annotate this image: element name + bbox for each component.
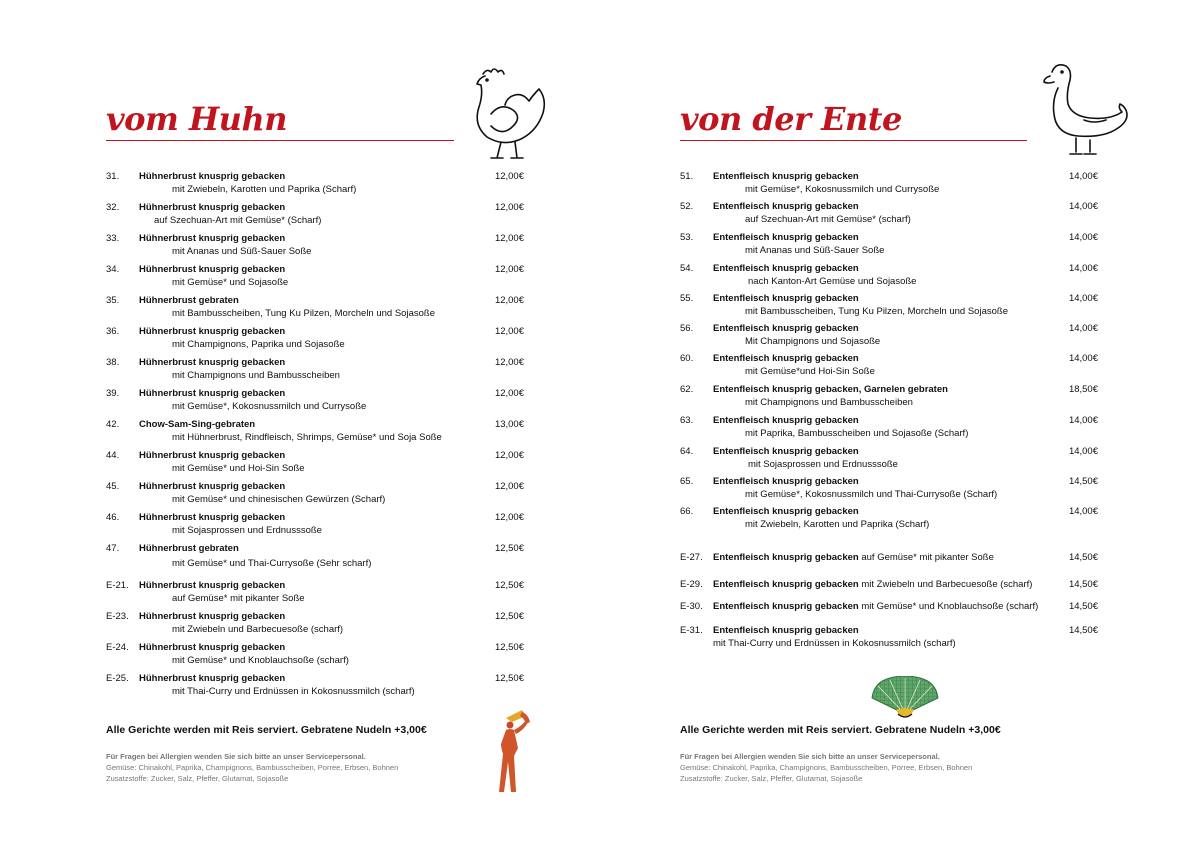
item-name: Entenfleisch knusprig gebacken [713, 476, 859, 487]
item-price: 13,00€ [494, 419, 524, 430]
item-price: 12,00€ [494, 295, 524, 306]
item-price: 14,50€ [1068, 476, 1098, 487]
item-description: mit Gemüse*, Kokosnussmilch und Thai-Currysoße (Scharf) [745, 489, 998, 500]
item-number: 33. [106, 233, 120, 244]
item-description: mit Gemüse* und chinesischen Gewürzen (Scharf) [172, 494, 386, 505]
item-name: Entenfleisch knusprig gebacken [713, 353, 859, 364]
item-number: 47. [106, 543, 120, 554]
item-name: Hühnerbrust knusprig gebacken [139, 611, 286, 622]
item-number: 38. [106, 357, 120, 368]
item-name: Entenfleisch knusprig gebacken [713, 232, 859, 243]
item-name: Hühnerbrust knusprig gebacken [139, 202, 286, 213]
item-price: 14,00€ [1068, 201, 1098, 212]
item-description: auf Szechuan-Art mit Gemüse* (Scharf) [154, 215, 322, 226]
item-name-extra: auf Gemüse* mit pikanter Soße [858, 552, 994, 563]
item-number: 53. [680, 232, 694, 243]
item-number: 42. [106, 419, 120, 430]
item-name-extra: mit Gemüse* und Knoblauchsoße (scharf) [858, 601, 1039, 612]
item-number: 66. [680, 506, 694, 517]
item-price: 12,00€ [494, 171, 524, 182]
footer-vegetables-note: Gemüse: Chinakohl, Paprika, Champignons, Bambusscheiben, Porree, Erbsen, Bohnen [106, 763, 399, 772]
item-name [713, 578, 1032, 591]
item-number: E-29. [680, 579, 703, 590]
item-name: Hühnerbrust knusprig gebacken [139, 673, 286, 684]
duck-line-drawing-icon [1040, 60, 1135, 160]
item-number: 45. [106, 481, 120, 492]
item-name-bold: Entenfleisch knusprig gebacken [713, 579, 859, 590]
item-name: Entenfleisch knusprig gebacken, Garnelen gebraten [713, 384, 948, 395]
chicken-line-drawing-icon [465, 62, 560, 162]
item-name-extra: mit Zwiebeln und Barbecuesoße (scharf) [858, 579, 1033, 590]
item-description: mit Hühnerbrust, Rindfleisch, Shrimps, Gemüse* und Soja Soße [172, 432, 442, 443]
item-price: 12,00€ [494, 326, 524, 337]
item-name: Entenfleisch knusprig gebacken [713, 446, 859, 457]
item-description: mit Gemüse*, Kokosnussmilch und Currysoße [745, 184, 940, 195]
item-name: Entenfleisch knusprig gebacken [713, 506, 859, 517]
item-price: 14,00€ [1068, 446, 1098, 457]
item-number: E-23. [106, 611, 129, 622]
item-number: E-27. [680, 552, 703, 563]
item-name: Entenfleisch knusprig gebacken [713, 201, 859, 212]
item-price: 12,50€ [494, 543, 524, 554]
item-number: 65. [680, 476, 694, 487]
item-price: 14,50€ [1068, 625, 1098, 636]
item-number: E-21. [106, 580, 129, 591]
item-price: 12,50€ [494, 580, 524, 591]
item-number: 64. [680, 446, 694, 457]
item-description: mit Ananas und Süß-Sauer Soße [745, 245, 885, 256]
section-title-duck: von der Ente [680, 100, 902, 138]
item-price: 14,50€ [1068, 552, 1098, 563]
item-price: 14,00€ [1068, 263, 1098, 274]
item-name: Chow-Sam-Sing-gebraten [139, 419, 256, 430]
item-price: 14,00€ [1068, 232, 1098, 243]
item-name: Hühnerbrust knusprig gebacken [139, 264, 286, 275]
item-description: mit Gemüse* und Knoblauchsoße (scharf) [172, 655, 349, 666]
item-name-bold: Entenfleisch knusprig gebacken [713, 552, 859, 563]
item-number: 55. [680, 293, 694, 304]
item-price: 14,50€ [1068, 601, 1098, 612]
item-name [713, 600, 1038, 613]
item-price: 14,00€ [1068, 415, 1098, 426]
menu-page-duck [600, 0, 1200, 849]
item-name: Hühnerbrust knusprig gebacken [139, 357, 286, 368]
item-price: 12,00€ [494, 264, 524, 275]
footer-additives-note: Zusatzstoffe: Zucker, Salz, Pfeffer, Glutamat, Sojasoße [106, 774, 289, 783]
item-description: auf Gemüse* mit pikanter Soße [172, 593, 305, 604]
section-title-chicken: vom Huhn [106, 100, 287, 138]
item-name [713, 551, 994, 564]
item-price: 14,00€ [1068, 293, 1098, 304]
item-price: 12,00€ [494, 202, 524, 213]
item-number: E-25. [106, 673, 129, 684]
item-description: nach Kanton-Art Gemüse und Sojasoße [748, 276, 917, 287]
item-name: Hühnerbrust knusprig gebacken [139, 642, 286, 653]
item-description: mit Gemüse* und Sojasoße [172, 277, 289, 288]
item-name: Entenfleisch knusprig gebacken [713, 415, 859, 426]
item-number: E-30. [680, 601, 703, 612]
footer-vegetables-note: Gemüse: Chinakohl, Paprika, Champignons, Bambusscheiben, Porree, Erbsen, Bohnen [680, 763, 973, 772]
item-name: Hühnerbrust knusprig gebacken [139, 580, 286, 591]
item-name: Entenfleisch knusprig gebacken [713, 625, 859, 636]
item-name: Hühnerbrust knusprig gebacken [139, 171, 286, 182]
item-number: 60. [680, 353, 694, 364]
item-description: mit Ananas und Süß-Sauer Soße [172, 246, 312, 257]
item-description: mit Zwiebeln und Barbecuesoße (scharf) [172, 624, 344, 635]
footer-allergy-note: Für Fragen bei Allergien wenden Sie sich bitte an unser Servicepersonal. [680, 752, 940, 761]
item-description: mit Champignons und Bambusscheiben [745, 397, 913, 408]
item-price: 12,00€ [494, 481, 524, 492]
item-number: 36. [106, 326, 120, 337]
item-name: Hühnerbrust knusprig gebacken [139, 450, 286, 461]
item-number: 51. [680, 171, 694, 182]
item-price: 14,00€ [1068, 171, 1098, 182]
title-underline [106, 140, 454, 141]
item-price: 12,00€ [494, 233, 524, 244]
item-price: 12,50€ [494, 611, 524, 622]
item-number: 31. [106, 171, 120, 182]
item-number: 34. [106, 264, 120, 275]
item-description: mit Zwiebeln, Karotten und Paprika (Scharf) [172, 184, 357, 195]
item-number: 44. [106, 450, 120, 461]
item-name: Hühnerbrust knusprig gebacken [139, 481, 286, 492]
item-price: 14,50€ [1068, 579, 1098, 590]
item-number: 63. [680, 415, 694, 426]
woman-with-hat-figure-icon [488, 708, 534, 794]
item-name: Hühnerbrust knusprig gebacken [139, 512, 286, 523]
item-description: mit Gemüse*und Hoi-Sin Soße [745, 366, 875, 377]
item-price: 12,00€ [494, 512, 524, 523]
item-description: mit Champignons und Bambusscheiben [172, 370, 340, 381]
item-description: mit Thai-Curry und Erdnüssen in Kokosnussmilch (scharf) [172, 686, 415, 697]
item-number: 46. [106, 512, 120, 523]
item-price: 14,00€ [1068, 506, 1098, 517]
item-name-bold: Entenfleisch knusprig gebacken [713, 601, 859, 612]
item-number: 62. [680, 384, 694, 395]
item-number: 52. [680, 201, 694, 212]
item-price: 12,00€ [494, 357, 524, 368]
item-price: 12,00€ [494, 450, 524, 461]
item-name: Entenfleisch knusprig gebacken [713, 293, 859, 304]
item-description: mit Paprika, Bambusscheiben und Sojasoße (Scharf) [745, 428, 969, 439]
item-description: mit Gemüse*, Kokosnussmilch und Currysoße [172, 401, 367, 412]
item-number: 54. [680, 263, 694, 274]
footer-rice-note: Alle Gerichte werden mit Reis serviert. Gebratene Nudeln +3,00€ [680, 724, 1001, 736]
item-number: 32. [106, 202, 120, 213]
item-description: mit Champignons, Paprika und Sojasoße [172, 339, 345, 350]
item-name: Hühnerbrust knusprig gebacken [139, 326, 286, 337]
item-description: Mit Champignons und Sojasoße [745, 336, 881, 347]
item-number: E-24. [106, 642, 129, 653]
footer-allergy-note: Für Fragen bei Allergien wenden Sie sich bitte an unser Servicepersonal. [106, 752, 366, 761]
item-description: mit Bambusscheiben, Tung Ku Pilzen, Morcheln und Sojasoße [745, 306, 1008, 317]
item-price: 12,50€ [494, 673, 524, 684]
title-underline [680, 140, 1027, 141]
item-name: Hühnerbrust knusprig gebacken [139, 233, 286, 244]
item-number: 56. [680, 323, 694, 334]
item-number: E-31. [680, 625, 703, 636]
item-name: Hühnerbrust knusprig gebacken [139, 388, 286, 399]
item-number: 39. [106, 388, 120, 399]
item-description: auf Szechuan-Art mit Gemüse* (scharf) [745, 214, 911, 225]
item-description: mit Gemüse* und Hoi-Sin Soße [172, 463, 305, 474]
item-description: mit Sojasprossen und Erdnusssoße [172, 525, 322, 536]
folding-fan-icon [868, 676, 942, 720]
item-price: 14,00€ [1068, 323, 1098, 334]
item-price: 14,00€ [1068, 353, 1098, 364]
item-description: mit Zwiebeln, Karotten und Paprika (Scharf) [745, 519, 930, 530]
item-price: 12,00€ [494, 388, 524, 399]
item-name: Hühnerbrust gebraten [139, 295, 239, 306]
footer-additives-note: Zusatzstoffe: Zucker, Salz, Pfeffer, Glutamat, Sojasoße [680, 774, 863, 783]
item-description: mit Bambusscheiben, Tung Ku Pilzen, Morcheln und Sojasoße [172, 308, 435, 319]
item-name: Entenfleisch knusprig gebacken [713, 323, 859, 334]
item-description: mit Gemüse* und Thai-Currysoße (Sehr scharf) [172, 558, 372, 569]
item-description: mit Sojasprossen und Erdnusssoße [748, 459, 898, 470]
item-description: mit Thai-Curry und Erdnüssen in Kokosnussmilch (scharf) [713, 638, 956, 649]
item-price: 12,50€ [494, 642, 524, 653]
item-name: Hühnerbrust gebraten [139, 543, 239, 554]
item-price: 18,50€ [1068, 384, 1098, 395]
item-name: Entenfleisch knusprig gebacken [713, 171, 859, 182]
item-name: Entenfleisch knusprig gebacken [713, 263, 859, 274]
footer-rice-note: Alle Gerichte werden mit Reis serviert. Gebratene Nudeln +3,00€ [106, 724, 427, 736]
item-number: 35. [106, 295, 120, 306]
